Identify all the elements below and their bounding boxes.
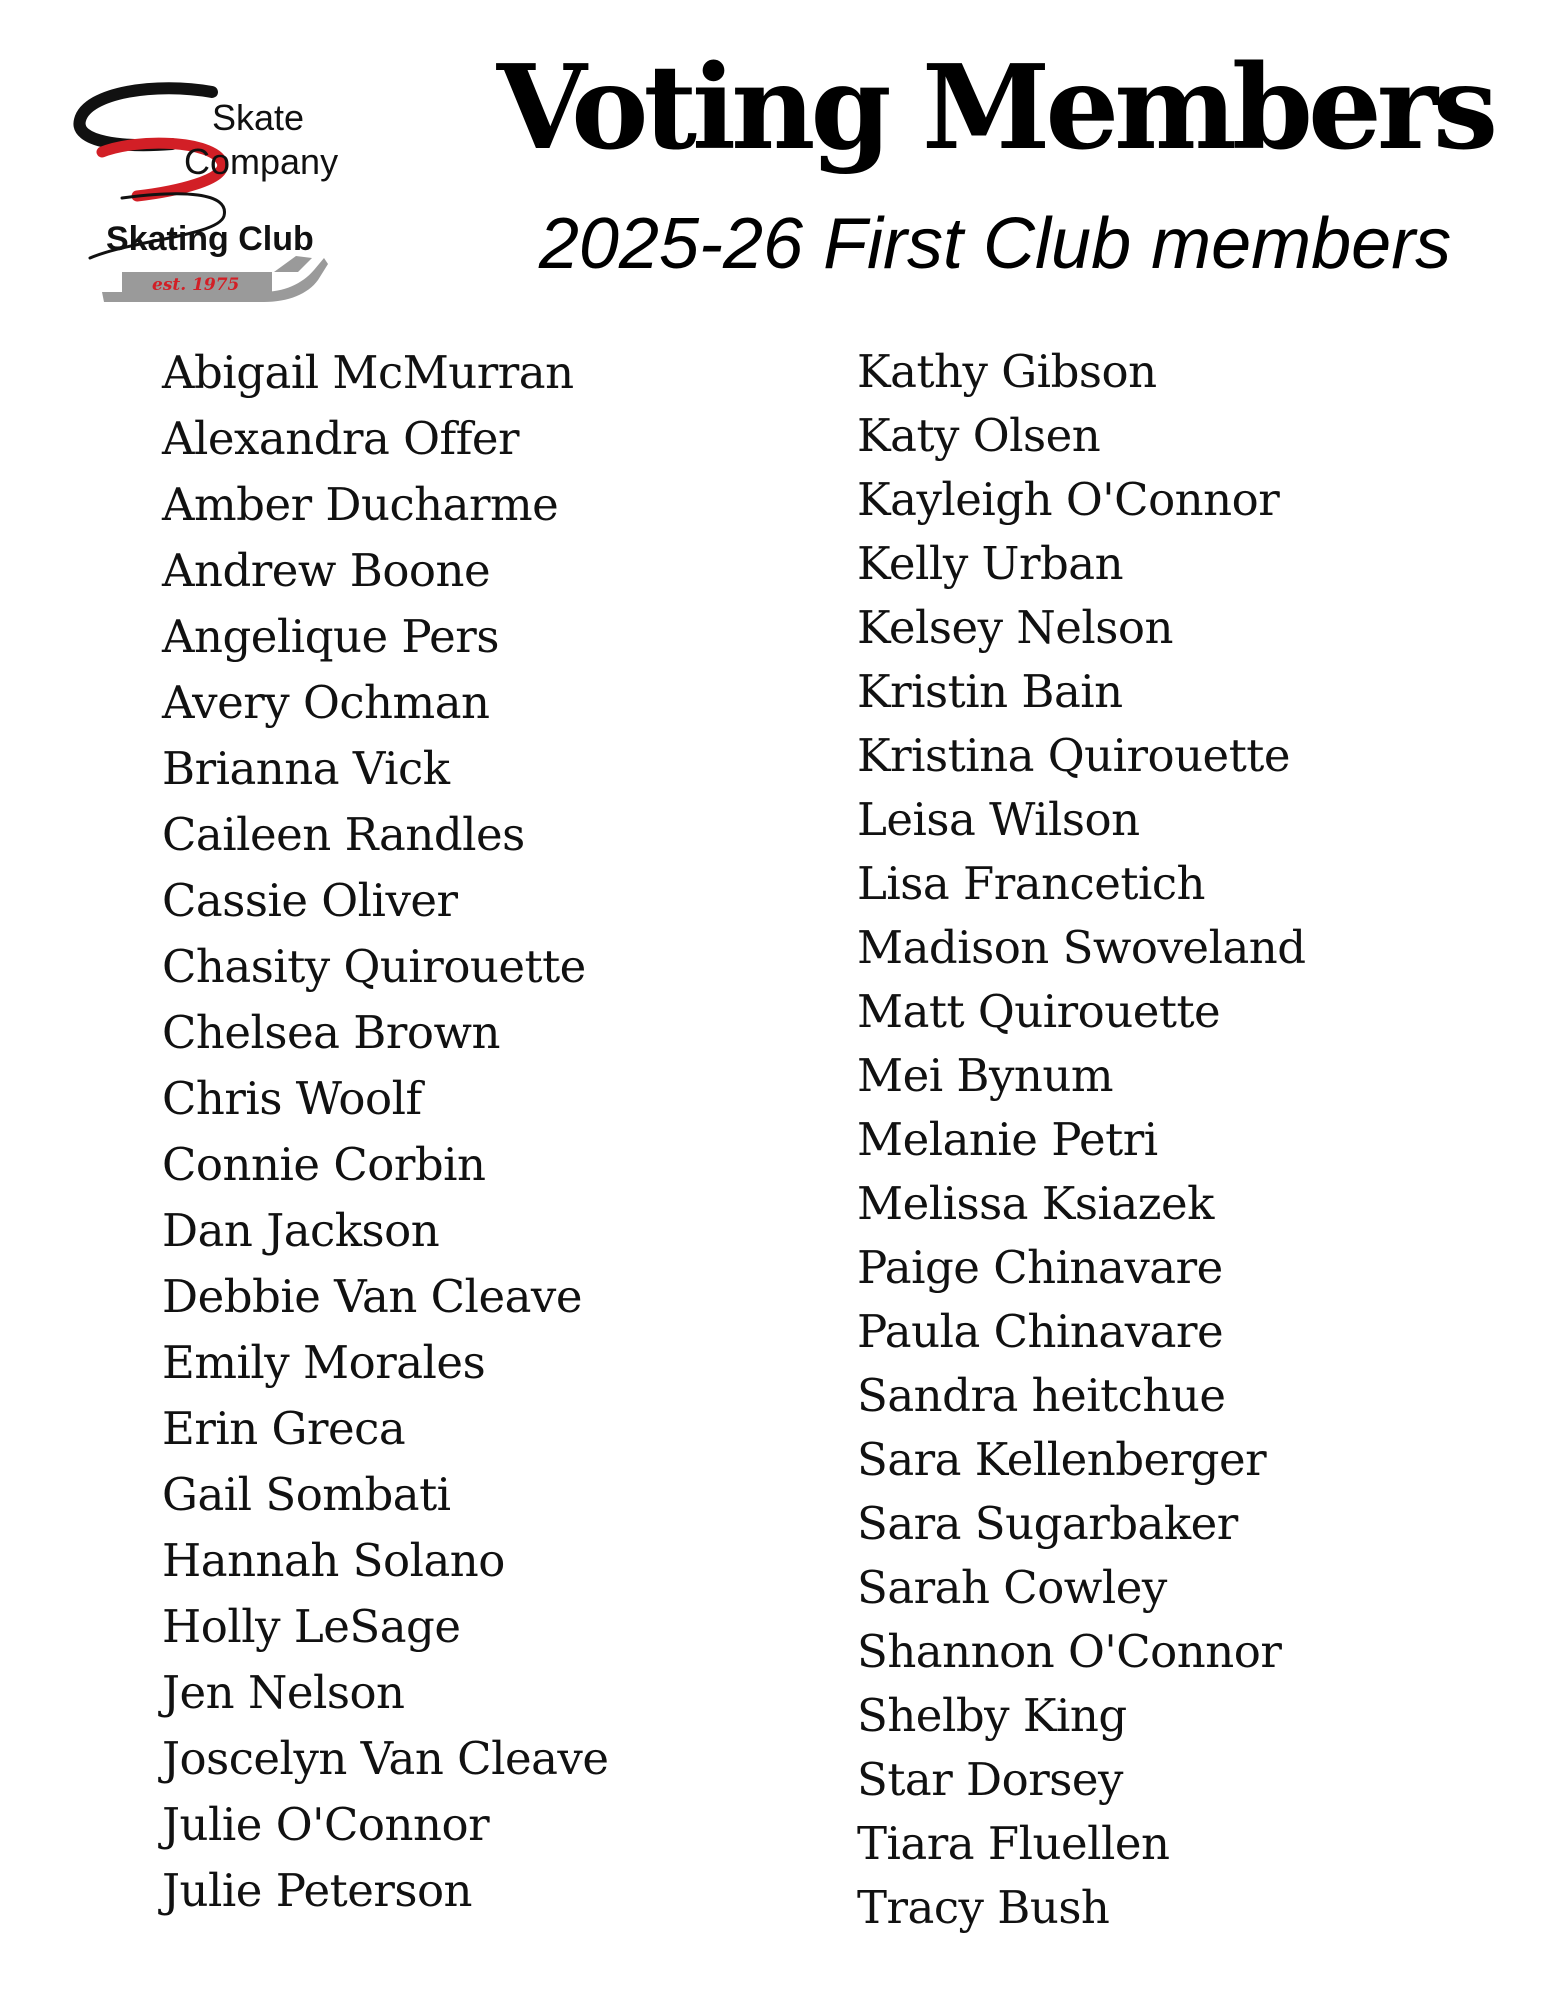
member-name: Hannah Solano — [162, 1534, 505, 1587]
member-name: Amber Ducharme — [162, 478, 559, 531]
member-name: Star Dorsey — [857, 1753, 1123, 1806]
logo-text-skate: Skate — [212, 97, 305, 138]
member-name: Sandra heitchue — [857, 1369, 1226, 1422]
member-name: Julie Peterson — [162, 1864, 473, 1917]
member-name: Chelsea Brown — [162, 1006, 500, 1059]
member-name: Cassie Oliver — [162, 874, 458, 927]
member-name: Caileen Randles — [162, 808, 525, 861]
member-name: Sarah Cowley — [857, 1561, 1167, 1614]
member-name: Leisa Wilson — [857, 793, 1140, 846]
member-name: Sara Kellenberger — [857, 1433, 1267, 1486]
member-name: Holly LeSage — [162, 1600, 461, 1653]
member-name: Brianna Vick — [162, 742, 450, 795]
logo-blade-tip — [274, 256, 312, 272]
page-subtitle: 2025-26 First Club members — [538, 204, 1452, 284]
member-name: Shannon O'Connor — [857, 1625, 1282, 1678]
member-list-left — [162, 340, 608, 1924]
member-name: Debbie Van Cleave — [162, 1270, 582, 1323]
member-name: Kristina Quirouette — [857, 729, 1290, 782]
logo-text-established: est. 1975 — [152, 275, 240, 295]
page-title: Voting Members — [496, 40, 1494, 176]
member-name: Kelsey Nelson — [857, 601, 1173, 654]
member-name: Tiara Fluellen — [857, 1817, 1170, 1870]
member-name: Melissa Ksiazek — [857, 1177, 1214, 1230]
member-name: Sara Sugarbaker — [857, 1497, 1238, 1550]
member-name: Madison Swoveland — [857, 921, 1306, 974]
member-name: Paula Chinavare — [857, 1305, 1224, 1358]
club-logo — [62, 80, 392, 305]
member-name: Jen Nelson — [162, 1666, 405, 1719]
member-name: Lisa Francetich — [857, 857, 1206, 910]
member-name: Julie O'Connor — [162, 1798, 490, 1851]
member-name: Emily Morales — [162, 1336, 486, 1389]
logo-text-company: Company — [184, 141, 339, 182]
member-name: Angelique Pers — [162, 610, 499, 663]
member-name: Matt Quirouette — [857, 985, 1221, 1038]
member-name: Avery Ochman — [162, 676, 490, 729]
member-name: Erin Greca — [162, 1402, 406, 1455]
member-name: Mei Bynum — [857, 1049, 1114, 1102]
member-name: Paige Chinavare — [857, 1241, 1223, 1294]
skate-company-logo-mark — [62, 80, 392, 305]
member-name: Kristin Bain — [857, 665, 1123, 718]
member-name: Melanie Petri — [857, 1113, 1158, 1166]
member-name: Shelby King — [857, 1689, 1127, 1742]
member-name: Joscelyn Van Cleave — [162, 1732, 609, 1785]
member-name: Kathy Gibson — [857, 345, 1157, 398]
logo-text-skating-club: Skating Club — [106, 220, 314, 258]
member-name: Alexandra Offer — [162, 412, 520, 465]
member-name: Gail Sombati — [162, 1468, 451, 1521]
member-name: Andrew Boone — [162, 544, 491, 597]
member-name: Kelly Urban — [857, 537, 1124, 590]
member-name: Chris Woolf — [162, 1072, 422, 1125]
member-name: Kayleigh O'Connor — [857, 473, 1280, 526]
logo-black-swoosh — [79, 88, 212, 145]
member-name: Chasity Quirouette — [162, 940, 586, 993]
member-name: Abigail McMurran — [162, 346, 574, 399]
member-name: Katy Olsen — [857, 409, 1101, 462]
member-name: Tracy Bush — [857, 1881, 1110, 1934]
member-list-right — [857, 340, 1306, 1940]
member-name: Connie Corbin — [162, 1138, 486, 1191]
member-name: Dan Jackson — [162, 1204, 440, 1257]
